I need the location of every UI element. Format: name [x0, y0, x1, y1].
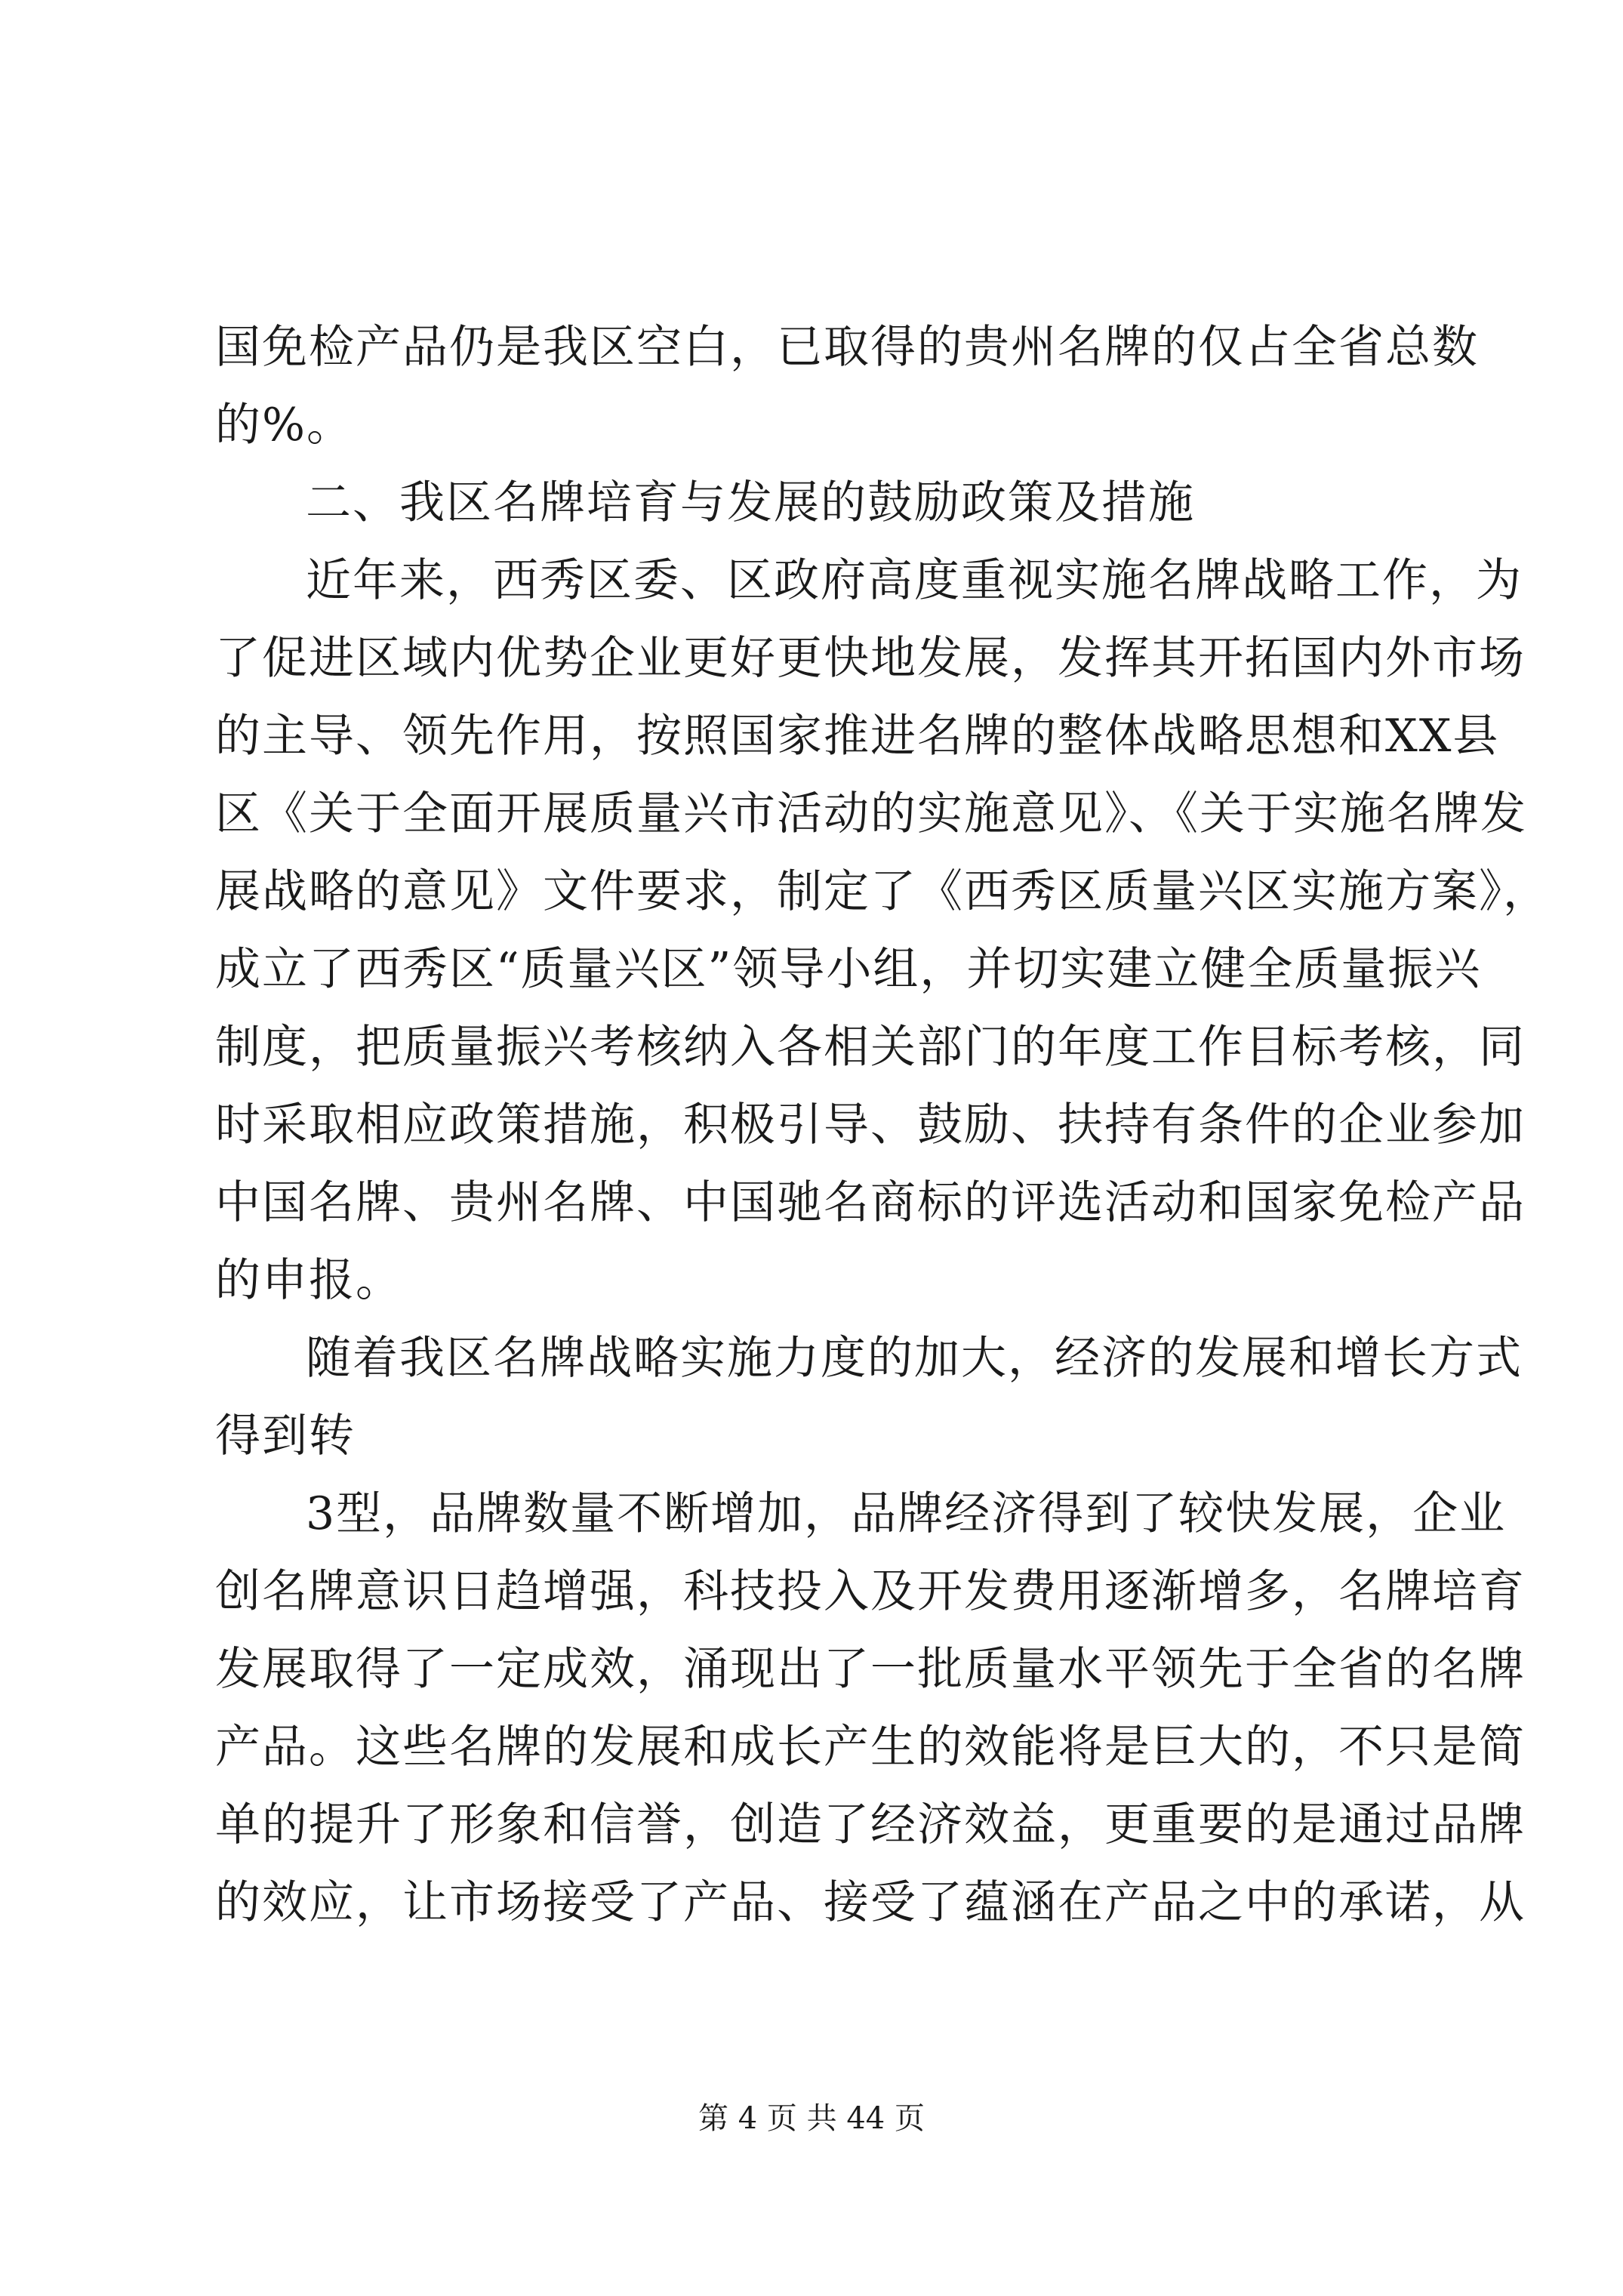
body-line: 展战略的意见》文件要求，制定了《西秀区质量兴区实施方案》， [215, 865, 1550, 918]
body-line: 国免检产品仍是我区空白，已取得的贵州名牌的仅占全省总数 [215, 321, 1479, 374]
body-line: 3型，品牌数量不断增加，品牌经济得到了较快发展，企业 [306, 1487, 1507, 1540]
page-footer [0, 2096, 1623, 2141]
body-line: 单的提升了形象和信誉，创造了经济效益，更重要的是通过品牌 [215, 1798, 1526, 1851]
body-line: 的效应，让市场接受了产品、接受了蕴涵在产品之中的承诺，从 [215, 1876, 1526, 1929]
page-number-label: 第 4 页 共 44 页 [698, 2101, 925, 2136]
body-line: 创名牌意识日趋增强，科技投入及开发费用逐渐增多，名牌培育 [215, 1565, 1526, 1618]
body-line: 近年来，西秀区委、区政府高度重视实施名牌战略工作，为 [306, 554, 1523, 607]
body-line: 的申报。 [215, 1254, 402, 1307]
body-line: 中国名牌、贵州名牌、中国驰名商标的评选活动和国家免检产品 [215, 1176, 1526, 1229]
body-line: 的%。 [215, 399, 354, 451]
body-line: 成立了西秀区“质量兴区”领导小组，并切实建立健全质量振兴 [215, 943, 1482, 996]
section-heading: 二、我区名牌培育与发展的鼓励政策及措施 [306, 476, 1195, 529]
body-line: 产品。这些名牌的发展和成长产生的效能将是巨大的，不只是简 [215, 1721, 1526, 1774]
body-line: 了促进区域内优势企业更好更快地发展，发挥其开拓国内外市场 [215, 632, 1526, 685]
body-line: 的主导、领先作用，按照国家推进名牌的整体战略思想和XX县 [215, 710, 1500, 763]
body-line: 时采取相应政策措施，积极引导、鼓励、扶持有条件的企业参加 [215, 1099, 1526, 1151]
body-line: 发展取得了一定成效，涌现出了一批质量水平领先于全省的名牌 [215, 1643, 1526, 1696]
body-line: 区《关于全面开展质量兴市活动的实施意见》、《关于实施名牌发 [215, 787, 1527, 840]
body-line: 得到转 [215, 1410, 356, 1462]
body-line: 制度，把质量振兴考核纳入各相关部门的年度工作目标考核，同 [215, 1021, 1526, 1074]
body-line: 随着我区名牌战略实施力度的加大，经济的发展和增长方式 [306, 1332, 1523, 1385]
